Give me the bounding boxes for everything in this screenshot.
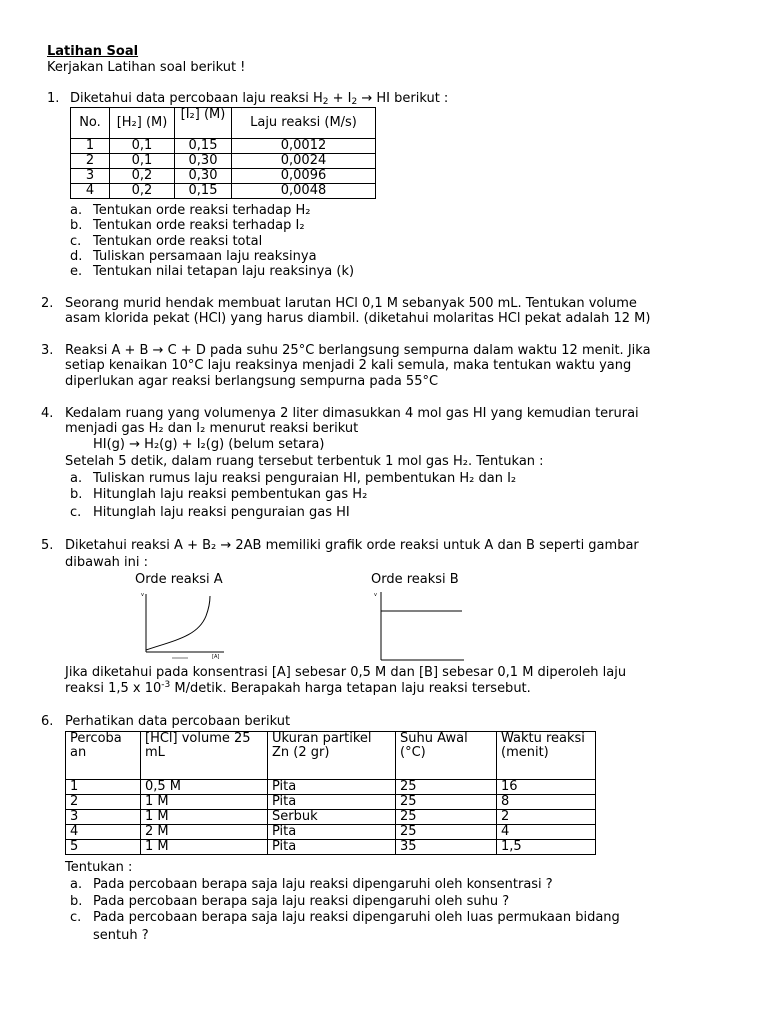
q1-data-table xyxy=(70,107,376,199)
q6-intro: Perhatikan data percobaan berikut xyxy=(65,714,291,729)
q4-item-c: Hitunglah laju reaksi penguraian gas HI xyxy=(93,505,350,520)
q1-item-c-letter: c. xyxy=(70,234,82,249)
q2-line-2: asam klorida pekat (HCl) yang harus diambil. (diketahui molaritas HCl pekat adalah 12 M) xyxy=(65,311,651,326)
q6-header-zn: Ukuran partikel Zn (2 gr) xyxy=(268,732,396,780)
q6-tentukan: Tentukan : xyxy=(65,860,133,875)
q6-header-waktu: Waktu reaksi (menit) xyxy=(497,732,596,780)
table-row: 4 0,2 0,15 0,0048 xyxy=(71,184,376,199)
q1-item-d-letter: d. xyxy=(70,249,83,264)
q1-item-b: Tentukan orde reaksi terhadap I₂ xyxy=(93,218,305,233)
q6-item-a-letter: a. xyxy=(70,877,83,892)
q4-item-a-letter: a. xyxy=(70,471,83,486)
q4-item-b: Hitunglah laju reaksi pembentukan gas H₂ xyxy=(93,487,368,502)
graph-b-order-b xyxy=(372,588,468,664)
q1-item-e-letter: e. xyxy=(70,264,83,279)
graph-a-curve xyxy=(146,596,210,650)
table-row: 2 0,1 0,30 0,0024 xyxy=(71,154,376,169)
q5-number: 5. xyxy=(41,538,54,553)
q6-item-b-letter: b. xyxy=(70,894,83,909)
q4-item-b-letter: b. xyxy=(70,487,83,502)
q6-item-b: Pada percobaan berapa saja laju reaksi dipengaruhi oleh suhu ? xyxy=(93,894,510,909)
q6-item-c-letter: c. xyxy=(70,910,82,925)
q1-item-d: Tuliskan persamaan laju reaksinya xyxy=(93,249,317,264)
table-row: 3 1 M Serbuk 25 2 xyxy=(66,810,596,825)
q1-item-b-letter: b. xyxy=(70,218,83,233)
document-title: Latihan Soal xyxy=(47,44,139,59)
table-row: 5 1 M Pita 35 1,5 xyxy=(66,840,596,855)
q1-item-a-letter: a. xyxy=(70,203,83,218)
q4-line-4: Setelah 5 detik, dalam ruang tersebut terbentuk 1 mol gas H₂. Tentukan : xyxy=(65,454,544,469)
q5-line-2: dibawah ini : xyxy=(65,555,149,570)
table-row: 1 0,1 0,15 0,0012 xyxy=(71,139,376,154)
q1-header-i2: [I₂] (M) xyxy=(175,108,232,139)
q6-number: 6. xyxy=(41,714,54,729)
table-row: 3 0,2 0,30 0,0096 xyxy=(71,169,376,184)
q6-item-a: Pada percobaan berapa saja laju reaksi dipengaruhi oleh konsentrasi ? xyxy=(93,877,553,892)
table-row: 1 0,5 M Pita 25 16 xyxy=(66,780,596,795)
q1-item-e: Tentukan nilai tetapan laju reaksinya (k) xyxy=(93,264,355,279)
q1-header-no: No. xyxy=(71,108,110,139)
graph-a-x-label: [A] xyxy=(212,654,220,660)
q1-number: 1. xyxy=(47,91,60,106)
q1-item-c: Tentukan orde reaksi total xyxy=(93,234,263,249)
q5-line-1: Diketahui reaksi A + B₂ → 2AB memiliki grafik orde reaksi untuk A dan B seperti gambar xyxy=(65,538,639,553)
q3-number: 3. xyxy=(41,343,54,358)
q2-line-1: Seorang murid hendak membuat larutan HCl 0,1 M sebanyak 500 mL. Tentukan volume xyxy=(65,296,637,311)
q6-item-c-continued: sentuh ? xyxy=(93,928,149,943)
table-row: 4 2 M Pita 25 4 xyxy=(66,825,596,840)
q1-text: Diketahui data percobaan laju reaksi $H_2 + I_2$ → HI berikut : xyxy=(70,91,449,107)
q5-line-3: Jika diketahui pada konsentrasi [A] sebesar 0,5 M dan [B] sebesar 0,1 M diperoleh laju xyxy=(65,665,627,680)
q4-line-1: Kedalam ruang yang volumenya 2 liter dimasukkan 4 mol gas HI yang kemudian terurai xyxy=(65,406,639,421)
table-row: 2 1 M Pita 25 8 xyxy=(66,795,596,810)
q3-line-3: diperlukan agar reaksi berlangsung sempurna pada 55°C xyxy=(65,374,439,389)
graph-b-label: Orde reaksi B xyxy=(371,572,459,587)
q3-line-2: setiap kenaikan 10°C laju reaksinya menjadi 2 kali semula, maka tentukan waktu yang xyxy=(65,358,632,373)
q4-number: 4. xyxy=(41,406,54,421)
q3-line-1: Reaksi A + B → C + D pada suhu 25°C berlangsung sempurna dalam waktu 12 menit. Jika xyxy=(65,343,651,358)
graph-a-y-label: v xyxy=(141,592,144,598)
graph-a-order-a xyxy=(136,588,232,664)
q6-header-hcl: [HCl] volume 25 mL xyxy=(141,732,268,780)
q6-item-c: Pada percobaan berapa saja laju reaksi dipengaruhi oleh luas permukaan bidang xyxy=(93,910,620,925)
graph-b-y-label: v xyxy=(374,592,377,598)
instruction-text: Kerjakan Latihan soal berikut ! xyxy=(47,60,246,75)
q2-number: 2. xyxy=(41,296,54,311)
graph-a-label: Orde reaksi A xyxy=(135,572,223,587)
q5-line-4: reaksi 1,5 x $10^{-3}$ M/detik. Berapakah harga tetapan laju reaksi tersebut. xyxy=(65,680,531,696)
q4-item-c-letter: c. xyxy=(70,505,82,520)
q4-item-a: Tuliskan rumus laju reaksi penguraian HI, pembentukan H₂ dan I₂ xyxy=(93,471,517,486)
q4-line-2: menjadi gas H₂ dan I₂ menurut reaksi berikut xyxy=(65,421,359,436)
q6-header-percobaan: Percoba an xyxy=(66,732,141,780)
q6-header-suhu: Suhu Awal (°C) xyxy=(396,732,497,780)
q1-header-rate: Laju reaksi (M/s) xyxy=(232,108,376,139)
q6-data-table xyxy=(65,731,596,855)
q4-reaction: HI(g) → H₂(g) + I₂(g) (belum setara) xyxy=(93,437,325,452)
q1-header-h2: [H₂] (M) xyxy=(110,108,175,139)
q1-item-a: Tentukan orde reaksi terhadap H₂ xyxy=(93,203,311,218)
